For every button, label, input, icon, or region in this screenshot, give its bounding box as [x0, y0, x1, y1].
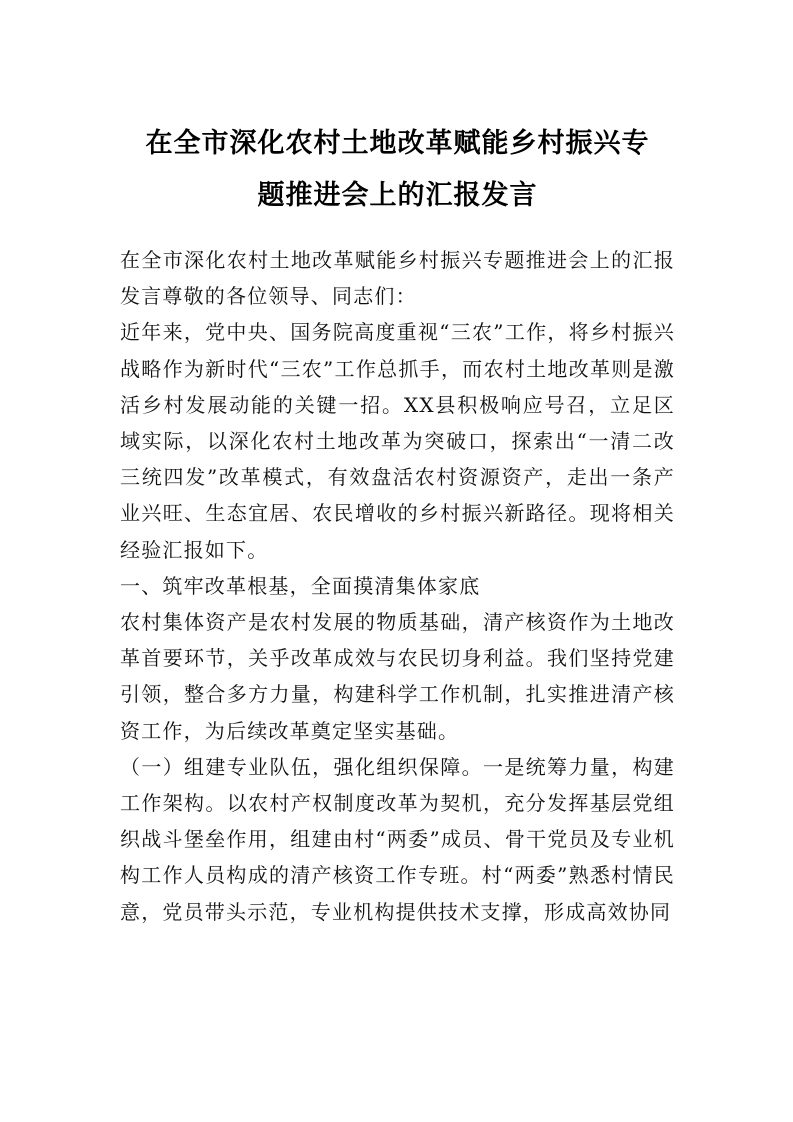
section-heading-1: 一、筑牢改革根基，全面摸清集体家底	[120, 573, 481, 598]
title-line-2: 题推进会上的汇报发言	[257, 180, 538, 211]
paragraph-intro: 近年来，党中央、国务院高度重视“三农”工作，将乡村振兴战略作为新时代“三农”工作总抓手，而农村土地改革则是激活乡村发展动能的关键一招。XX县积极响应号召，立足区域实际，以深化农村土地改革为突破口，探索出“一清二改三统四发”改革模式，有效盘活农村资源资产，走出一条产业兴旺、生态宜居、农民增收的乡村振兴新路径。现将相关经验汇报如下。	[120, 320, 675, 562]
paragraph-section-1: 农村集体资产是农村发展的物质基础，清产核资作为土地改革首要环节，关乎改革成效与农民切身利益。我们坚持党建引领，整合多方力量，构建科学工作机制，扎实推进清产核资工作，为后续改革奠定坚实基础。	[120, 610, 675, 743]
paragraph-opening: 在全市深化农村土地改革赋能乡村振兴专题推进会上的汇报发言尊敬的各位领导、同志们：	[120, 248, 675, 309]
document-title	[120, 118, 675, 222]
title-line-1: 在全市深化农村土地改革赋能乡村振兴专	[145, 128, 650, 159]
paragraph-subsection-1: （一）组建专业队伍，强化组织保障。一是统筹力量，构建工作架构。以农村产权制度改革为契机，充分发挥基层党组织战斗堡垒作用，组建由村“两委”成员、骨干党员及专业机构工作人员构成的清产核资工作专班。村“两委”熟悉村情民意，党员带头示范，专业机构提供技术支撑，形成高效协同	[120, 754, 675, 924]
document-body	[120, 242, 675, 930]
